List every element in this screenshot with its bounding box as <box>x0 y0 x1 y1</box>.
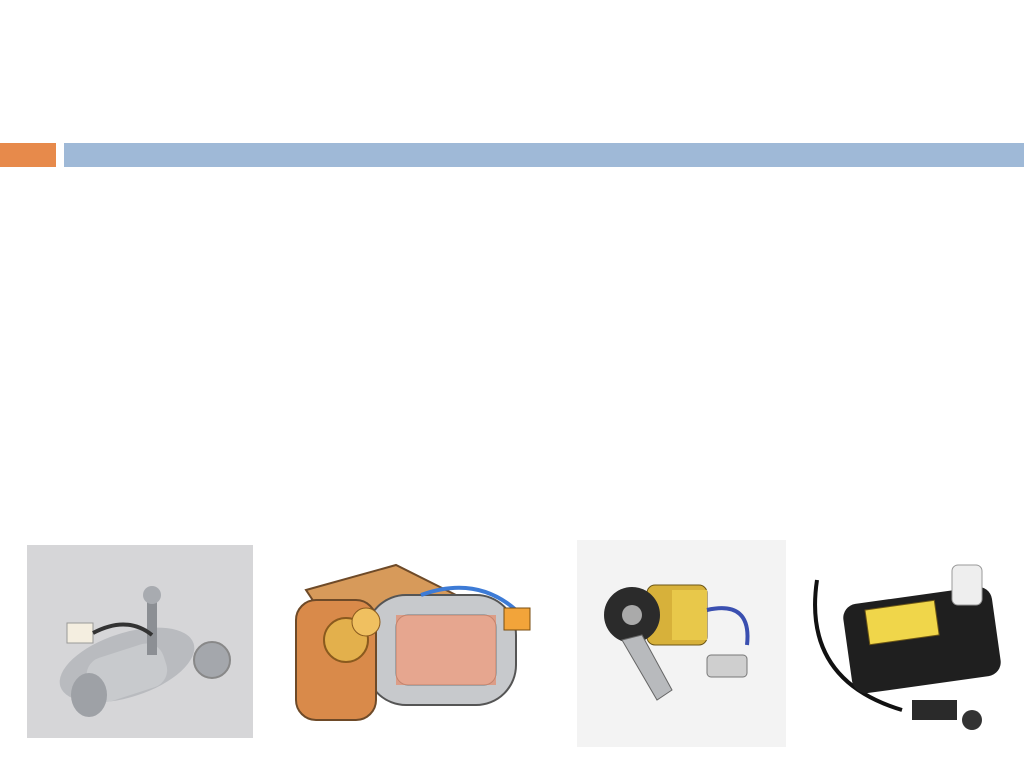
accent-bar-blue <box>64 143 1024 167</box>
door-lock-actuator-photo <box>812 540 1024 747</box>
small-gearmotor-photo <box>577 540 786 747</box>
gearmotor-cutaway-diagram <box>276 540 551 745</box>
wiper-motor-photo <box>27 545 253 738</box>
accent-bar-orange <box>0 143 56 167</box>
